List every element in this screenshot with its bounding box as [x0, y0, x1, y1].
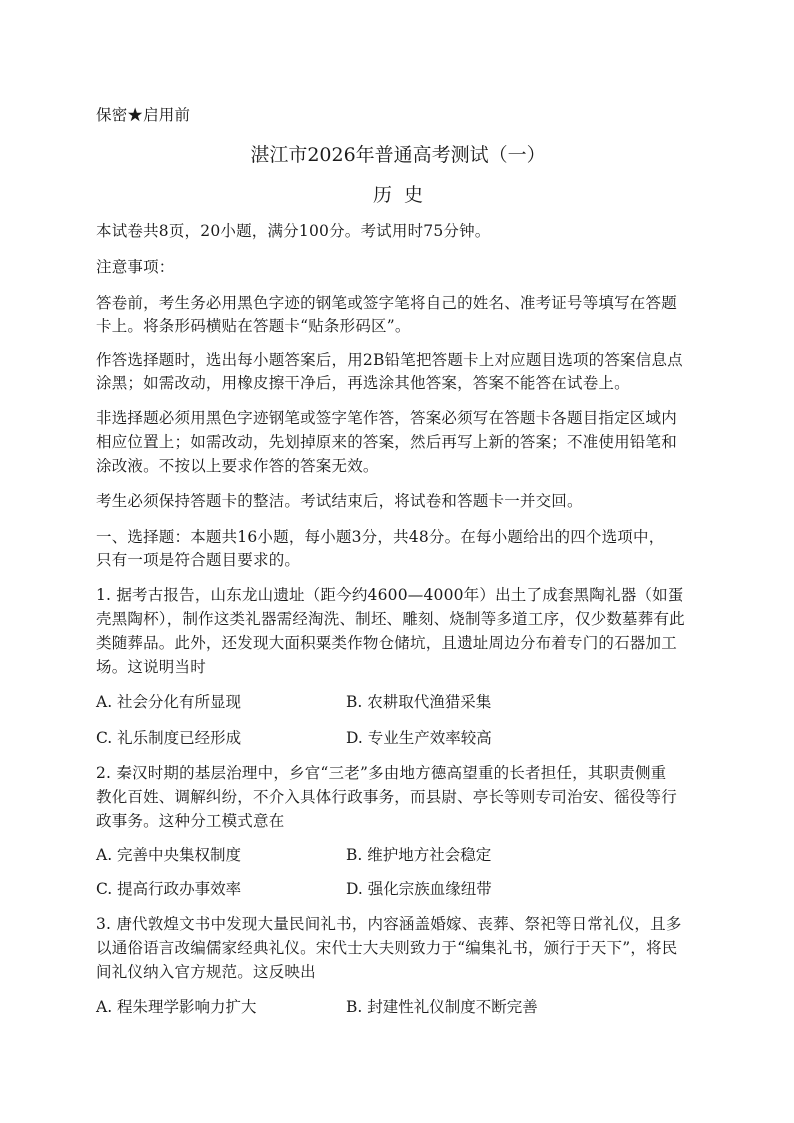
- notice-heading: 注意事项：: [96, 258, 175, 276]
- notice-3-line-1: 非选择题必须用黑色字迹钢笔或签字笔作答，答案必须写在答题卡各题目指定区域内: [96, 409, 677, 427]
- notice-1-line-1: 答卷前，考生务必用黑色字迹的钢笔或签字笔将自己的姓名、准考证号等填写在答题: [96, 294, 677, 312]
- question-2-option-d: D. 强化宗族血缘纽带: [346, 880, 492, 898]
- question-2-option-a: A. 完善中央集权制度: [96, 846, 242, 864]
- question-3-line-2: 以通俗语言改编儒家经典礼仪。宋代士大夫则致力于“编集礼书，颁行于天下”，将民: [96, 939, 678, 957]
- question-2-options-row-2: [96, 878, 700, 900]
- notice-2-line-1: 作答选择题时，选出每小题答案后，用2B铅笔把答题卡上对应题目选项的答案信息点: [96, 351, 683, 369]
- question-1-option-b: B. 农耕取代渔猎采集: [346, 693, 492, 711]
- question-2-line-1: 2. 秦汉时期的基层治理中，乡官“三老”多由地方德高望重的长者担任，其职责侧重: [96, 764, 667, 782]
- question-2-option-c: C. 提高行政办事效率: [96, 880, 242, 898]
- question-1-option-a: A. 社会分化有所显现: [96, 693, 242, 711]
- question-3-options-row-1: [96, 996, 700, 1018]
- notice-1-line-2: 卡上。将条形码横贴在答题卡“贴条形码区”。: [96, 317, 411, 335]
- question-1-option-c: C. 礼乐制度已经形成: [96, 729, 242, 747]
- confidential-label: 保密★启用前: [96, 106, 191, 124]
- question-1-line-1: 1. 据考古报告，山东龙山遗址（距今约4600—4000年）出土了成套黑陶礼器（如蛋: [96, 586, 684, 604]
- question-3-option-a: A. 程朱理学影响力扩大: [96, 998, 257, 1016]
- notice-4: 考生必须保持答题卡的整洁。考试结束后，将试卷和答题卡一并交回。: [96, 492, 583, 510]
- question-3-option-b: B. 封建性礼仪制度不断完善: [346, 998, 538, 1016]
- question-1-line-4: 场。这说明当时: [96, 658, 206, 676]
- question-2-line-2: 教化百姓、调解纠纷，不介入具体行政事务，而县尉、亭长等则专司治安、徭役等行: [96, 788, 677, 806]
- question-3-line-1: 3. 唐代敦煌文书中发现大量民间礼书，内容涵盖婚嫁、丧葬、祭祀等日常礼仪，且多: [96, 915, 682, 933]
- subject-title: 历史: [372, 184, 435, 206]
- question-1-options-row-2: [96, 727, 700, 749]
- section-heading-line-2: 只有一项是符合题目要求的。: [96, 551, 301, 569]
- notice-3-line-2: 相应位置上；如需改动，先划掉原来的答案，然后再写上新的答案；不准使用铅笔和: [96, 433, 677, 451]
- question-1-line-3: 类随葬品。此外，还发现大面积粟类作物仓储坑，且遗址周边分布着专门的石器加工: [96, 634, 677, 652]
- section-heading-line-1: 一、选择题：本题共16小题，每小题3分，共48分。在每小题给出的四个选项中，: [96, 528, 665, 546]
- exam-title: 湛江市2026年普通高考测试（一）: [250, 144, 546, 166]
- question-2-option-b: B. 维护地方社会稳定: [346, 846, 492, 864]
- question-1-options-row-1: [96, 691, 700, 713]
- question-1-line-2: 壳黑陶杯），制作这类礼器需经淘洗、制坯、雕刻、烧制等多道工序，仅少数墓葬有此: [96, 610, 685, 628]
- notice-2-line-2: 涂黑；如需改动，用橡皮擦干净后，再选涂其他答案，答案不能答在试卷上。: [96, 374, 630, 392]
- question-3-line-3: 间礼仪纳入官方规范。这反映出: [96, 963, 316, 981]
- exam-summary: 本试卷共8页，20小题，满分100分。考试用时75分钟。: [96, 222, 491, 240]
- question-2-line-3: 政事务。这种分工模式意在: [96, 812, 285, 830]
- notice-3-line-3: 涂改液。不按以上要求作答的答案无效。: [96, 457, 379, 475]
- question-2-options-row-1: [96, 844, 700, 866]
- question-1-option-d: D. 专业生产效率较高: [346, 729, 492, 747]
